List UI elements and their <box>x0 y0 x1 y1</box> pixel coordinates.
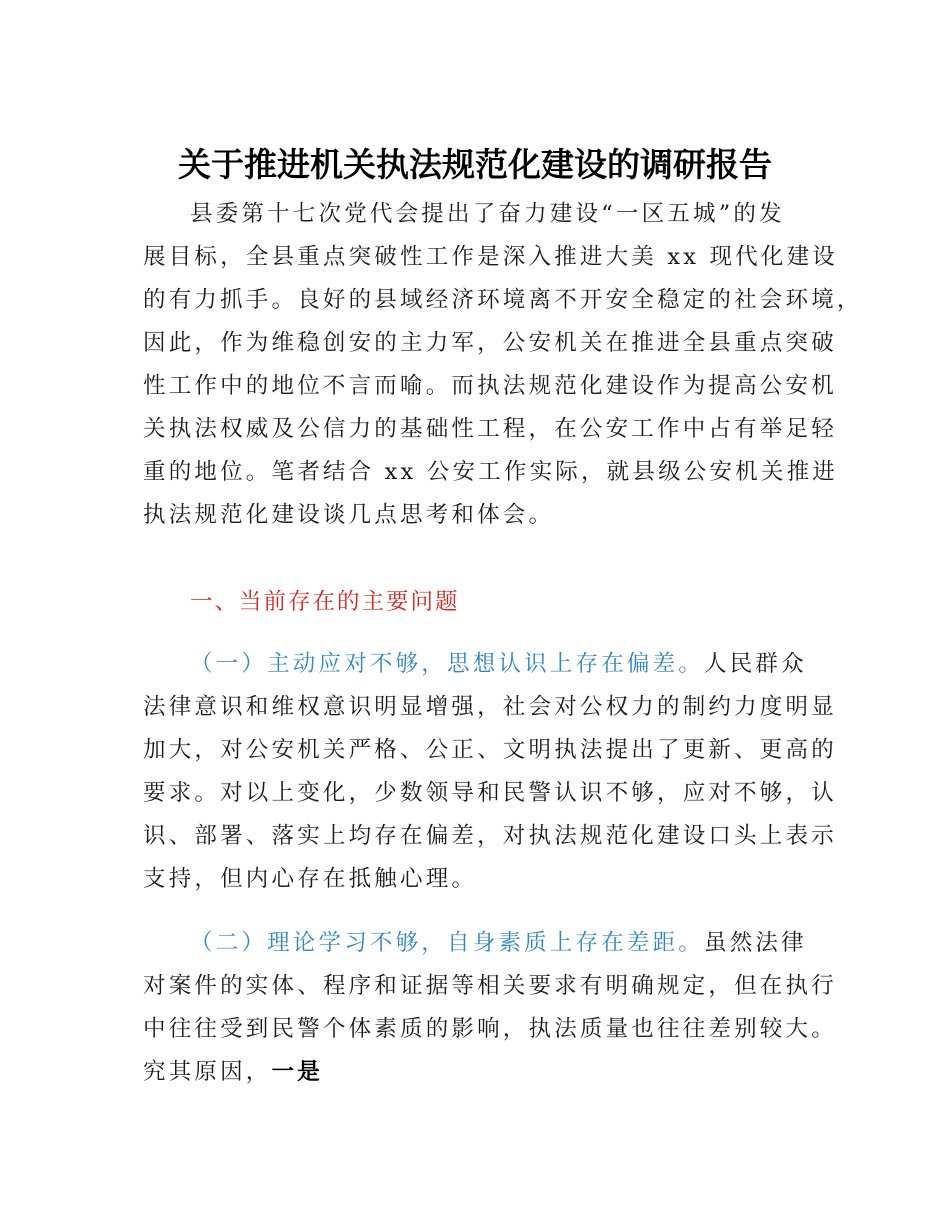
section-heading-1: 一、当前存在的主要问题 <box>190 589 460 615</box>
point2-line-4 <box>143 1057 323 1087</box>
intro-line-2: 展目标，全县重点突破性工作是深入推进大美 xx 现代化建设 <box>143 244 838 270</box>
intro-line-4: 因此，作为维稳创安的主力军，公安机关在推进全县重点突破 <box>143 330 837 356</box>
document-title: 关于推进机关执法规范化建设的调研报告 <box>178 145 772 184</box>
intro-line-8: 执法规范化建设谈几点思考和体会。 <box>143 502 555 528</box>
intro-line-6: 关执法权威及公信力的基础性工程，在公安工作中占有举足轻 <box>143 416 837 442</box>
point2-first-line-rest: 虽然法律 <box>704 930 807 956</box>
point1-line-3: 加大，对公安机关严格、公正、文明执法提出了更新、更高的 <box>143 737 837 763</box>
point2-last-line-prefix: 究其原因， <box>143 1059 272 1085</box>
intro-line-7: 重的地位。笔者结合 xx 公安工作实际，就县级公安机关推进 <box>143 459 838 485</box>
intro-line-5: 性工作中的地位不言而喻。而执法规范化建设作为提高公安机 <box>143 373 837 399</box>
point2-subheading: （二）理论学习不够，自身素质上存在差距。 <box>190 930 705 956</box>
point1-line-4: 要求。对以上变化，少数领导和民警认识不够，应对不够，认 <box>143 780 837 806</box>
point1-line-6: 支持，但内心存在抵触心理。 <box>143 866 478 892</box>
point1-line-5: 识、部署、落实上均存在偏差，对执法规范化建设口头上表示 <box>143 823 837 849</box>
intro-line-3: 的有力抓手。良好的县域经济环境离不开安全稳定的社会环境， <box>143 287 863 313</box>
point2-first-line <box>190 928 807 958</box>
point1-line-2: 法律意识和维权意识明显增强，社会对公权力的制约力度明显 <box>143 694 837 720</box>
point2-line-3: 中往往受到民警个体素质的影响，执法质量也往往差别较大。 <box>143 1016 837 1042</box>
point1-first-line-rest: 人民群众 <box>704 651 807 677</box>
intro-line-1: 县委第十七次党代会提出了奋力建设“一区五城”的发 <box>190 201 785 227</box>
point1-first-line <box>190 649 807 679</box>
point1-subheading: （一）主动应对不够，思想认识上存在偏差。 <box>190 651 705 677</box>
point2-line-2: 对案件的实体、程序和证据等相关要求有明确规定，但在执行 <box>143 973 837 999</box>
point2-last-line-bold: 一是 <box>271 1059 323 1085</box>
